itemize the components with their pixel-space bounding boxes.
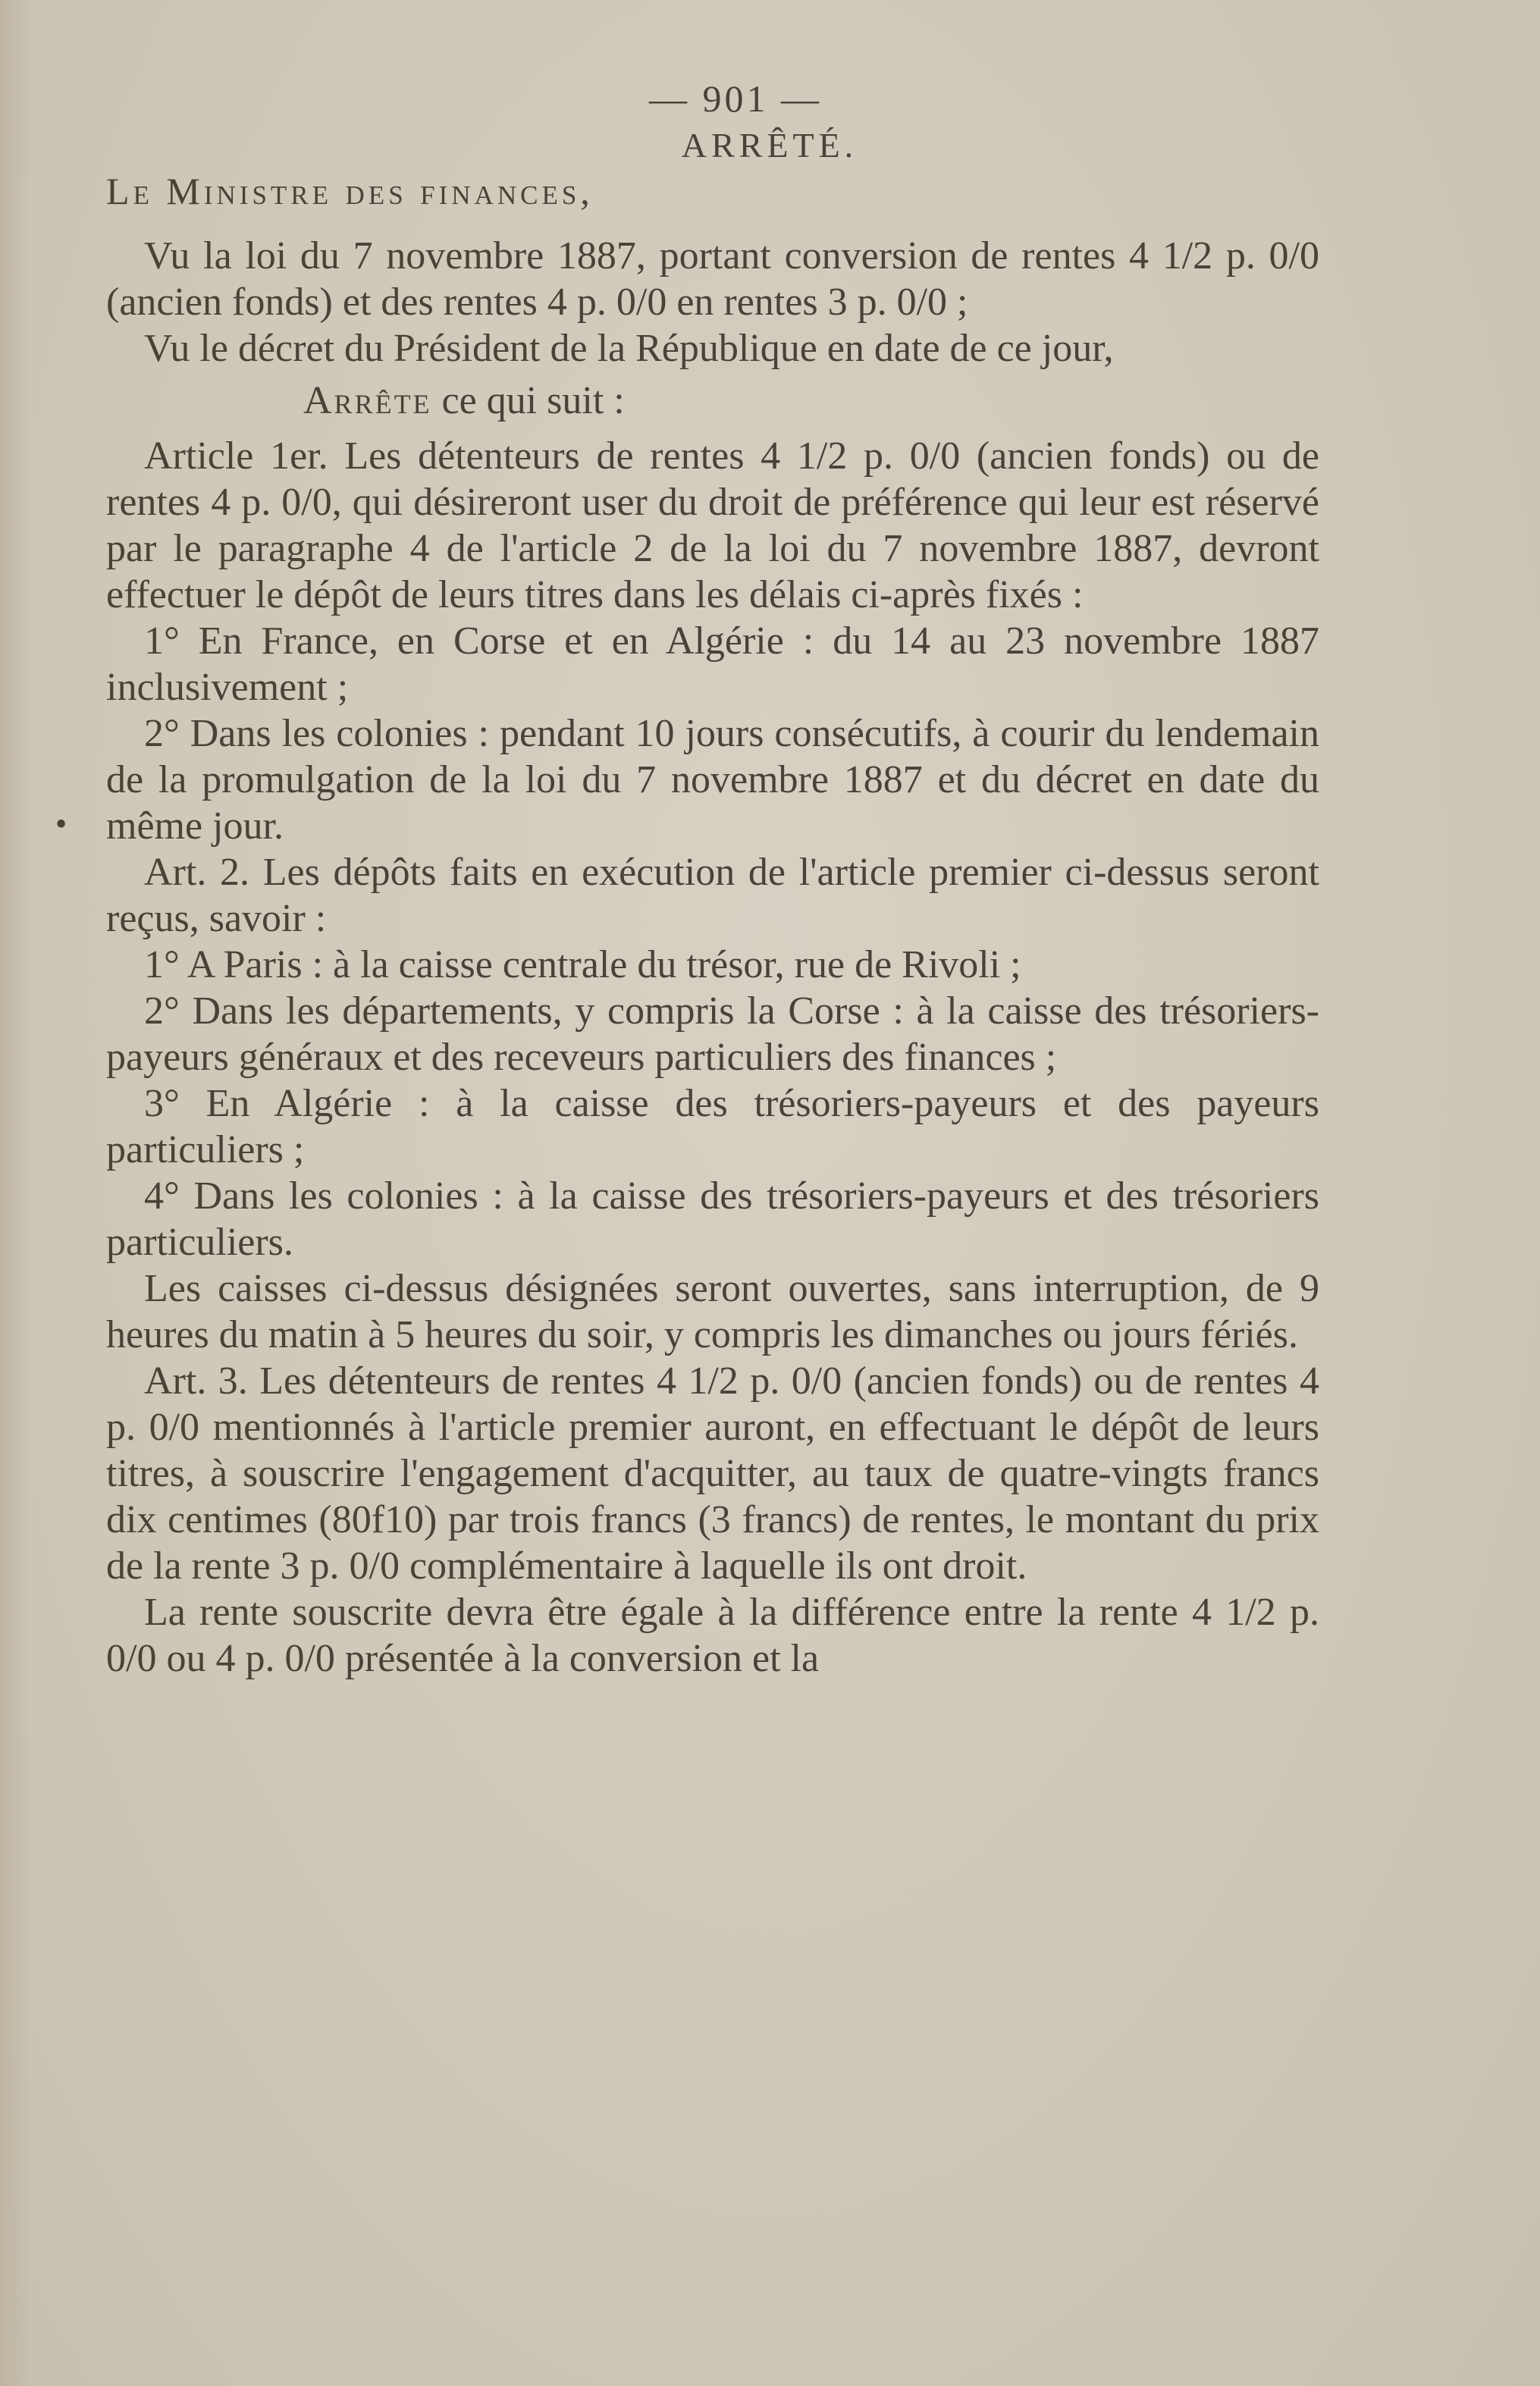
paragraph-france-algerie: 1° En France, en Corse et en Algérie : du 14 au 23 novembre 1887 inclusivement ; xyxy=(106,619,1319,709)
page-number: — 901 — xyxy=(649,77,822,120)
arrete-rest: ce qui suit : xyxy=(431,379,625,422)
arrete-line xyxy=(106,378,1319,424)
paragraph-departements: 2° Dans les départements, y compris la Corse : à la caisse des trésoriers-payeurs généraux et des receveurs particuliers des finances ; xyxy=(106,989,1319,1079)
paragraph-vu-loi: Vu la loi du 7 novembre 1887, portant conversion de rentes 4 1/2 p. 0/0 (ancien fonds) et des rentes 4 p. 0/0 en rentes 3 p. 0/0 ; xyxy=(106,234,1319,324)
bullet-mark: • xyxy=(53,810,70,841)
paragraph-vu-decret: Vu le décret du Président de la République en date de ce jour, xyxy=(144,327,1114,370)
paragraph-rente-souscrite: La rente souscrite devra être égale à la différence entre la rente 4 1/2 p. 0/0 ou 4 p. 0/0 présentée à la conversion et la xyxy=(106,1591,1319,1680)
paragraph-article-3: Art. 3. Les détenteurs de rentes 4 1/2 p. 0/0 (ancien fonds) ou de rentes 4 p. 0/0 mentionnés à l'article premier auront, en effectuant le dépôt de leurs titres, à souscrire l'engagement d'acquitter, au taux de quatre-vingts francs dix centimes (80f10) par trois francs (3 francs) de rentes, le montant du prix de la rente 3 p. 0/0 complémentaire à laquelle ils ont droit. xyxy=(106,1359,1319,1588)
paragraph-horaires: Les caisses ci-dessus désignées seront ouvertes, sans interruption, de 9 heures du matin à 5 heures du soir, y compris les dimanches ou jours fériés. xyxy=(106,1267,1319,1356)
paragraph-article-1: Article 1er. Les détenteurs de rentes 4 1/2 p. 0/0 (ancien fonds) ou de rentes 4 p. 0/0, qui désireront user du droit de préférence qui leur est réservé par le paragraphe 4 de l'article 2 de la loi du 7 novembre 1887, devront effectuer le dépôt de leurs titres dans les délais ci-après fixés : xyxy=(106,434,1319,616)
page-title: ARRÊTÉ. xyxy=(681,126,858,165)
paragraph-article-2: Art. 2. Les dépôts faits en exécution de l'article premier ci-dessus seront reçus, savoir : xyxy=(106,851,1319,940)
document-body xyxy=(106,76,1319,1682)
paragraph-paris: 1° A Paris : à la caisse centrale du trésor, rue de Rivoli ; xyxy=(144,943,1021,986)
paragraph-colonies-delai: 2° Dans les colonies : pendant 10 jours consécutifs, à courir du lendemain de la promulgation de la loi du 7 novembre 1887 et du décret en date du même jour. xyxy=(106,712,1319,848)
paragraph-colonies-caisse: 4° Dans les colonies : à la caisse des trésoriers-payeurs et des trésoriers particuliers. xyxy=(106,1174,1319,1264)
minister-line: Le Ministre des finances, xyxy=(106,170,594,212)
page-edge-shadow xyxy=(0,0,30,2386)
arrete-word: Arrête xyxy=(303,379,432,422)
paragraph-algerie: 3° En Algérie : à la caisse des trésoriers-payeurs et des payeurs particuliers ; xyxy=(106,1082,1319,1171)
